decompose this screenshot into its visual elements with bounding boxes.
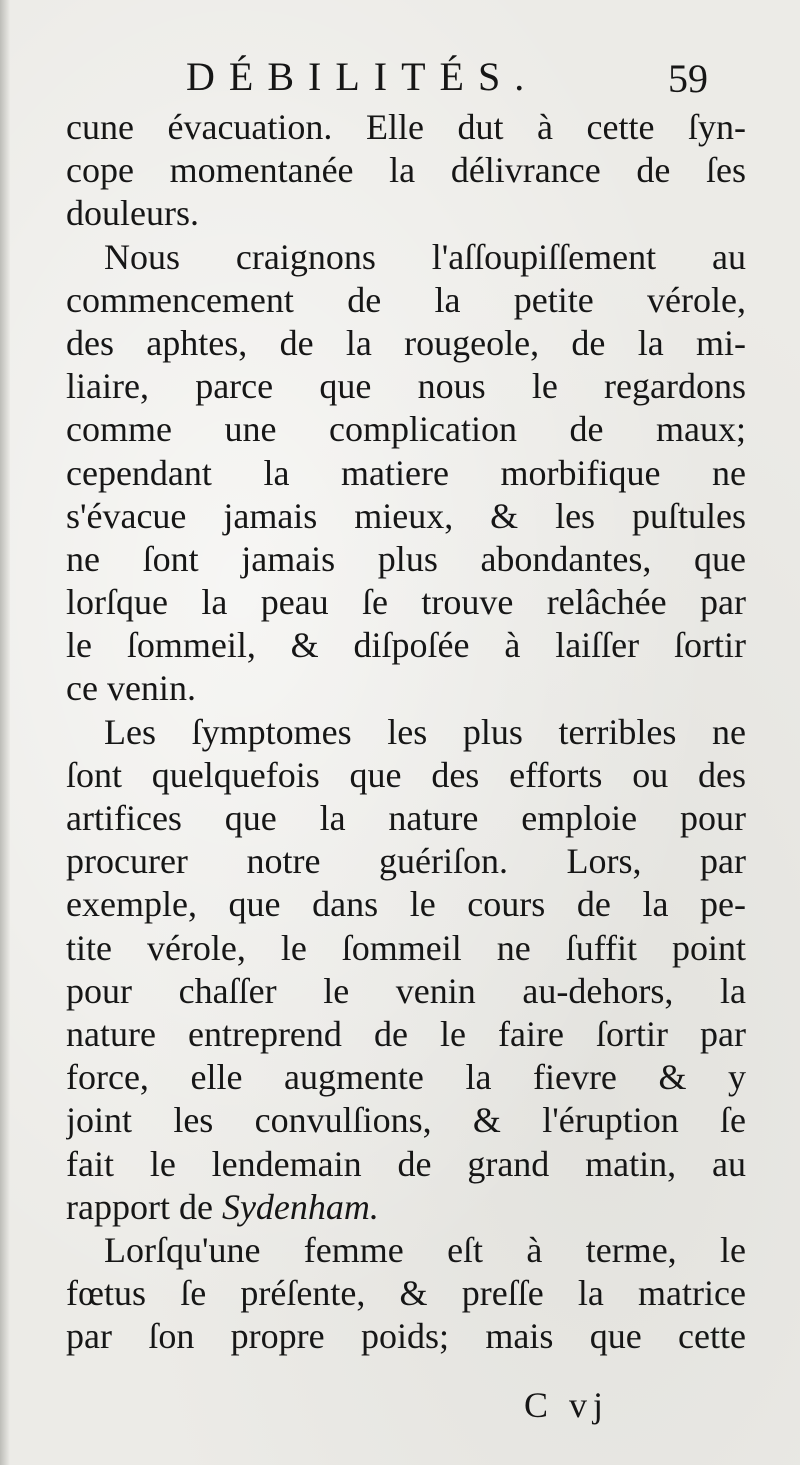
text-line	[66, 149, 746, 192]
text-line-content: joint les convulſions, & l'éruption ſe	[66, 1100, 746, 1141]
text-line	[66, 495, 746, 538]
text-line-content: ce venin.	[66, 668, 196, 709]
text-line-content: tite vérole, le ſommeil ne ſuffit point	[66, 927, 746, 968]
text-line-content: fœtus ſe préſente, & preſſe la matrice	[66, 1273, 746, 1314]
text-line	[66, 279, 746, 322]
text-line	[66, 927, 746, 970]
text-line-content: nature entreprend de le faire ſortir par	[66, 1013, 746, 1054]
text-line	[66, 797, 746, 840]
text-line-content: s'évacue jamais mieux, & les puſtules	[66, 495, 746, 536]
body-text	[66, 106, 746, 1358]
text-line	[66, 883, 746, 926]
text-line	[66, 1229, 746, 1272]
text-line-content: cope momentanée la délivrance de ſes	[66, 150, 746, 191]
text-line-content: rapport de	[66, 1186, 222, 1227]
page-header	[0, 52, 800, 102]
italic-author-name: Sydenham.	[221, 1186, 379, 1227]
text-line-content: cune évacuation. Elle dut à cette ſyn-	[66, 107, 746, 147]
text-line-content: exemple, que dans le cours de la pe-	[66, 884, 746, 925]
text-line	[66, 1099, 746, 1142]
page-number: 59	[668, 56, 708, 101]
text-line	[66, 1186, 746, 1229]
text-line-content: lorſque la peau ſe trouve relâchée par	[66, 582, 746, 623]
text-line-content: liaire, parce que nous le regardons	[66, 366, 746, 407]
text-line	[66, 365, 746, 408]
text-line-content: le ſommeil, & diſpoſée à laiſſer ſortir	[66, 625, 746, 666]
text-line-content: ſont quelquefois que des efforts ou des	[66, 754, 746, 795]
text-line	[66, 667, 746, 710]
text-line	[66, 711, 746, 754]
text-line-content: fait le lendemain de grand matin, au	[66, 1143, 746, 1184]
text-line-content: force, elle augmente la fievre & y	[66, 1057, 746, 1098]
text-line	[66, 1143, 746, 1186]
text-line	[66, 452, 746, 495]
text-line-content: ne ſont jamais plus abondantes, que	[66, 538, 746, 579]
page-gutter-shadow	[0, 0, 10, 1465]
text-line-content: procurer notre guériſon. Lors, par	[66, 841, 746, 882]
text-line	[66, 1315, 746, 1358]
text-line-content: par ſon propre poids; mais que cette	[66, 1316, 746, 1357]
text-line	[66, 538, 746, 581]
text-line-content: comme une complication de maux;	[66, 409, 746, 450]
text-line	[66, 408, 746, 451]
text-line-content: cependant la matiere morbifique ne	[66, 452, 746, 493]
text-line-content: Nous craignons l'aſſoupiſſement au	[104, 236, 746, 277]
text-line	[66, 322, 746, 365]
text-line-content: artifices que la nature emploie pour	[66, 798, 746, 838]
text-line-content: des aphtes, de la rougeole, de la mi-	[66, 322, 746, 363]
text-line	[66, 106, 746, 149]
text-line-content: pour chaſſer le venin au-dehors, la	[66, 970, 746, 1011]
text-line	[66, 840, 746, 883]
text-line	[66, 1013, 746, 1056]
text-line-content: Les ſymptomes les plus terribles ne	[104, 711, 746, 752]
text-line	[66, 754, 746, 797]
text-line	[66, 192, 746, 235]
text-line	[66, 970, 746, 1013]
text-line-content: Lorſqu'une femme eſt à terme, le	[104, 1229, 746, 1270]
text-line-content: douleurs.	[66, 193, 199, 234]
running-title: DÉBILITÉS.	[186, 54, 539, 99]
text-line	[66, 624, 746, 667]
text-line-content: commencement de la petite vérole,	[66, 279, 746, 320]
text-line	[66, 236, 746, 279]
signature-mark: C vj	[524, 1385, 610, 1425]
text-line	[66, 581, 746, 624]
text-line	[66, 1272, 746, 1315]
text-line	[66, 1056, 746, 1099]
